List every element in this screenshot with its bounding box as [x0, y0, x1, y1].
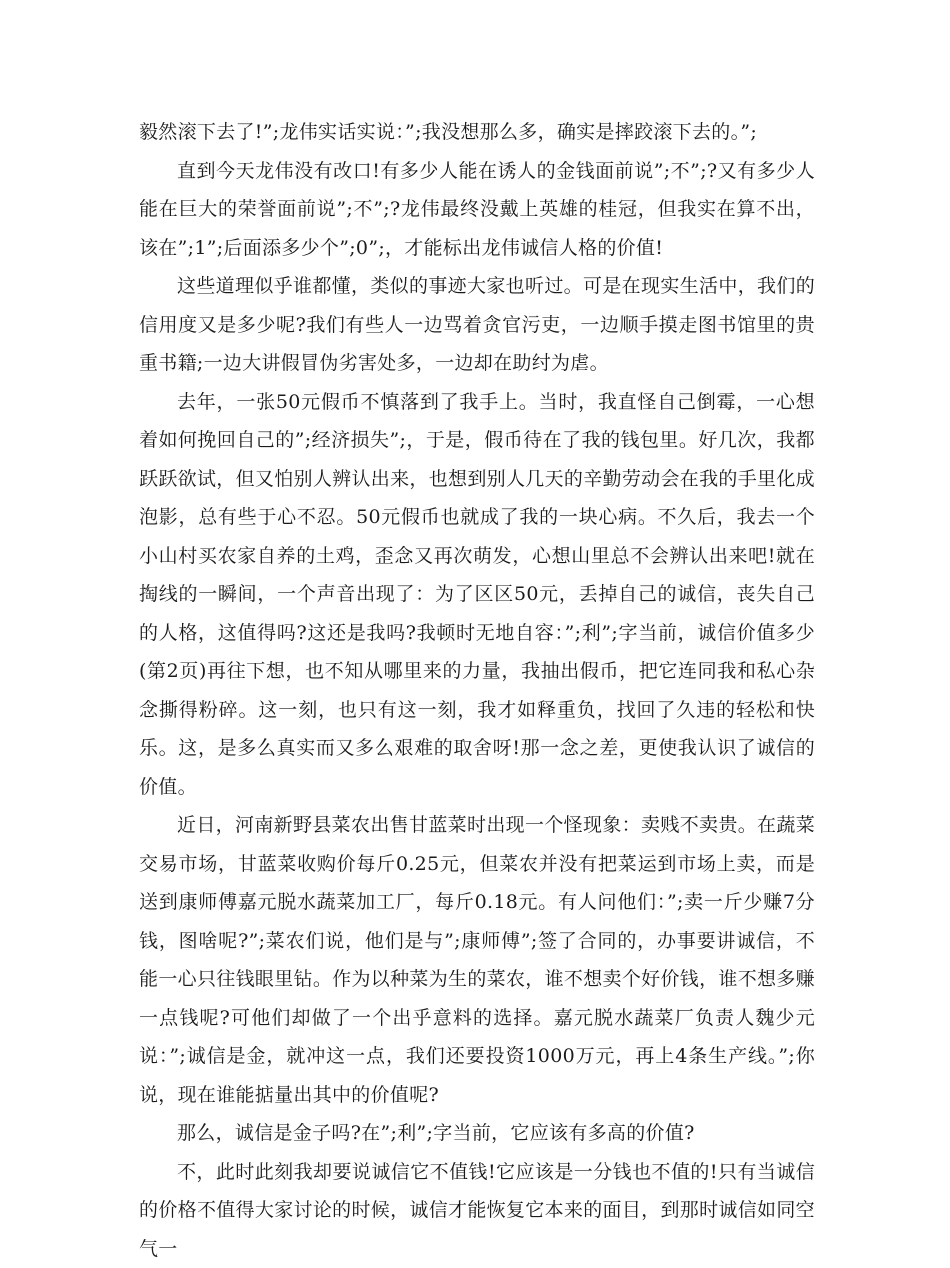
- paragraph-continuation: 毅然滚下去了!”;龙伟实话实说：”;我没想那么多，确实是摔跤滚下去的。”;: [139, 113, 815, 152]
- paragraph-conclusion: 不，此时此刻我却要说诚信它不值钱!它应该是一分钱也不值的!只有当诚信的价格不值得大家讨论的时候，诚信才能恢复它本来的面目，到那时诚信如同空气一: [139, 1153, 815, 1268]
- document-body: [139, 113, 815, 1268]
- paragraph-question: 那么，诚信是金子吗?在”;利”;字当前，它应该有多高的价值?: [139, 1114, 815, 1153]
- paragraph-credit-reality: 这些道理似乎谁都懂，类似的事迹大家也听过。可是在现实生活中，我们的信用度又是多少呢?我们有些人一边骂着贪官污吏，一边顺手摸走图书馆里的贵重书籍;一边大讲假冒伪劣害处多，一边却在助纣为虐。: [139, 267, 815, 383]
- paragraph-vegetable-farmers: 近日，河南新野县菜农出售甘蓝菜时出现一个怪现象：卖贱不卖贵。在蔬菜交易市场，甘蓝菜收购价每斤0.25元，但菜农并没有把菜运到市场上卖，而是送到康师傅嘉元脱水蔬菜加工厂，每斤0.18元。有人问他们：”;卖一斤少赚7分钱，图啥呢?”;菜农们说，他们是与”;康师傅”;签了合同的，办事要讲诚信，不能一心只往钱眼里钻。作为以种菜为生的菜农，谁不想卖个好价钱，谁不想多赚一点钱呢?可他们却做了一个出乎意料的选择。嘉元脱水蔬菜厂负责人魏少元说：”;诚信是金，就冲这一点，我们还要投资1000万元，再上4条生产线。”;你说，现在谁能掂量出其中的价值呢?: [139, 806, 815, 1114]
- paragraph-longwei: 直到今天龙伟没有改口!有多少人能在诱人的金钱面前说”;不”;?又有多少人能在巨大的荣誉面前说”;不”;?龙伟最终没戴上英雄的桂冠，但我实在算不出，该在”;1”;后面添多少个”;0”;，才能标出龙伟诚信人格的价值!: [139, 152, 815, 268]
- paragraph-counterfeit-bill: 去年，一张50元假币不慎落到了我手上。当时，我直怪自己倒霉，一心想着如何挽回自己的”;经济损失”;，于是，假币待在了我的钱包里。好几次，我都跃跃欲试，但又怕别人辨认出来，也想到别人几天的辛勤劳动会在我的手里化成泡影，总有些于心不忍。50元假币也就成了我的一块心病。不久后，我去一个小山村买农家自养的土鸡，歪念又再次萌发，心想山里总不会辨认出来吧!就在掏线的一瞬间，一个声音出现了：为了区区50元，丢掉自己的诚信，丧失自己的人格，这值得吗?这还是我吗?我顿时无地自容：”;利”;字当前，诚信价值多少(第2页)再往下想，也不知从哪里来的力量，我抽出假币，把它连同我和私心杂念撕得粉碎。这一刻，也只有这一刻，我才如释重负，找回了久违的轻松和快乐。这，是多么真实而又多么艰难的取舍呀!那一念之差，更使我认识了诚信的价值。: [139, 383, 815, 807]
